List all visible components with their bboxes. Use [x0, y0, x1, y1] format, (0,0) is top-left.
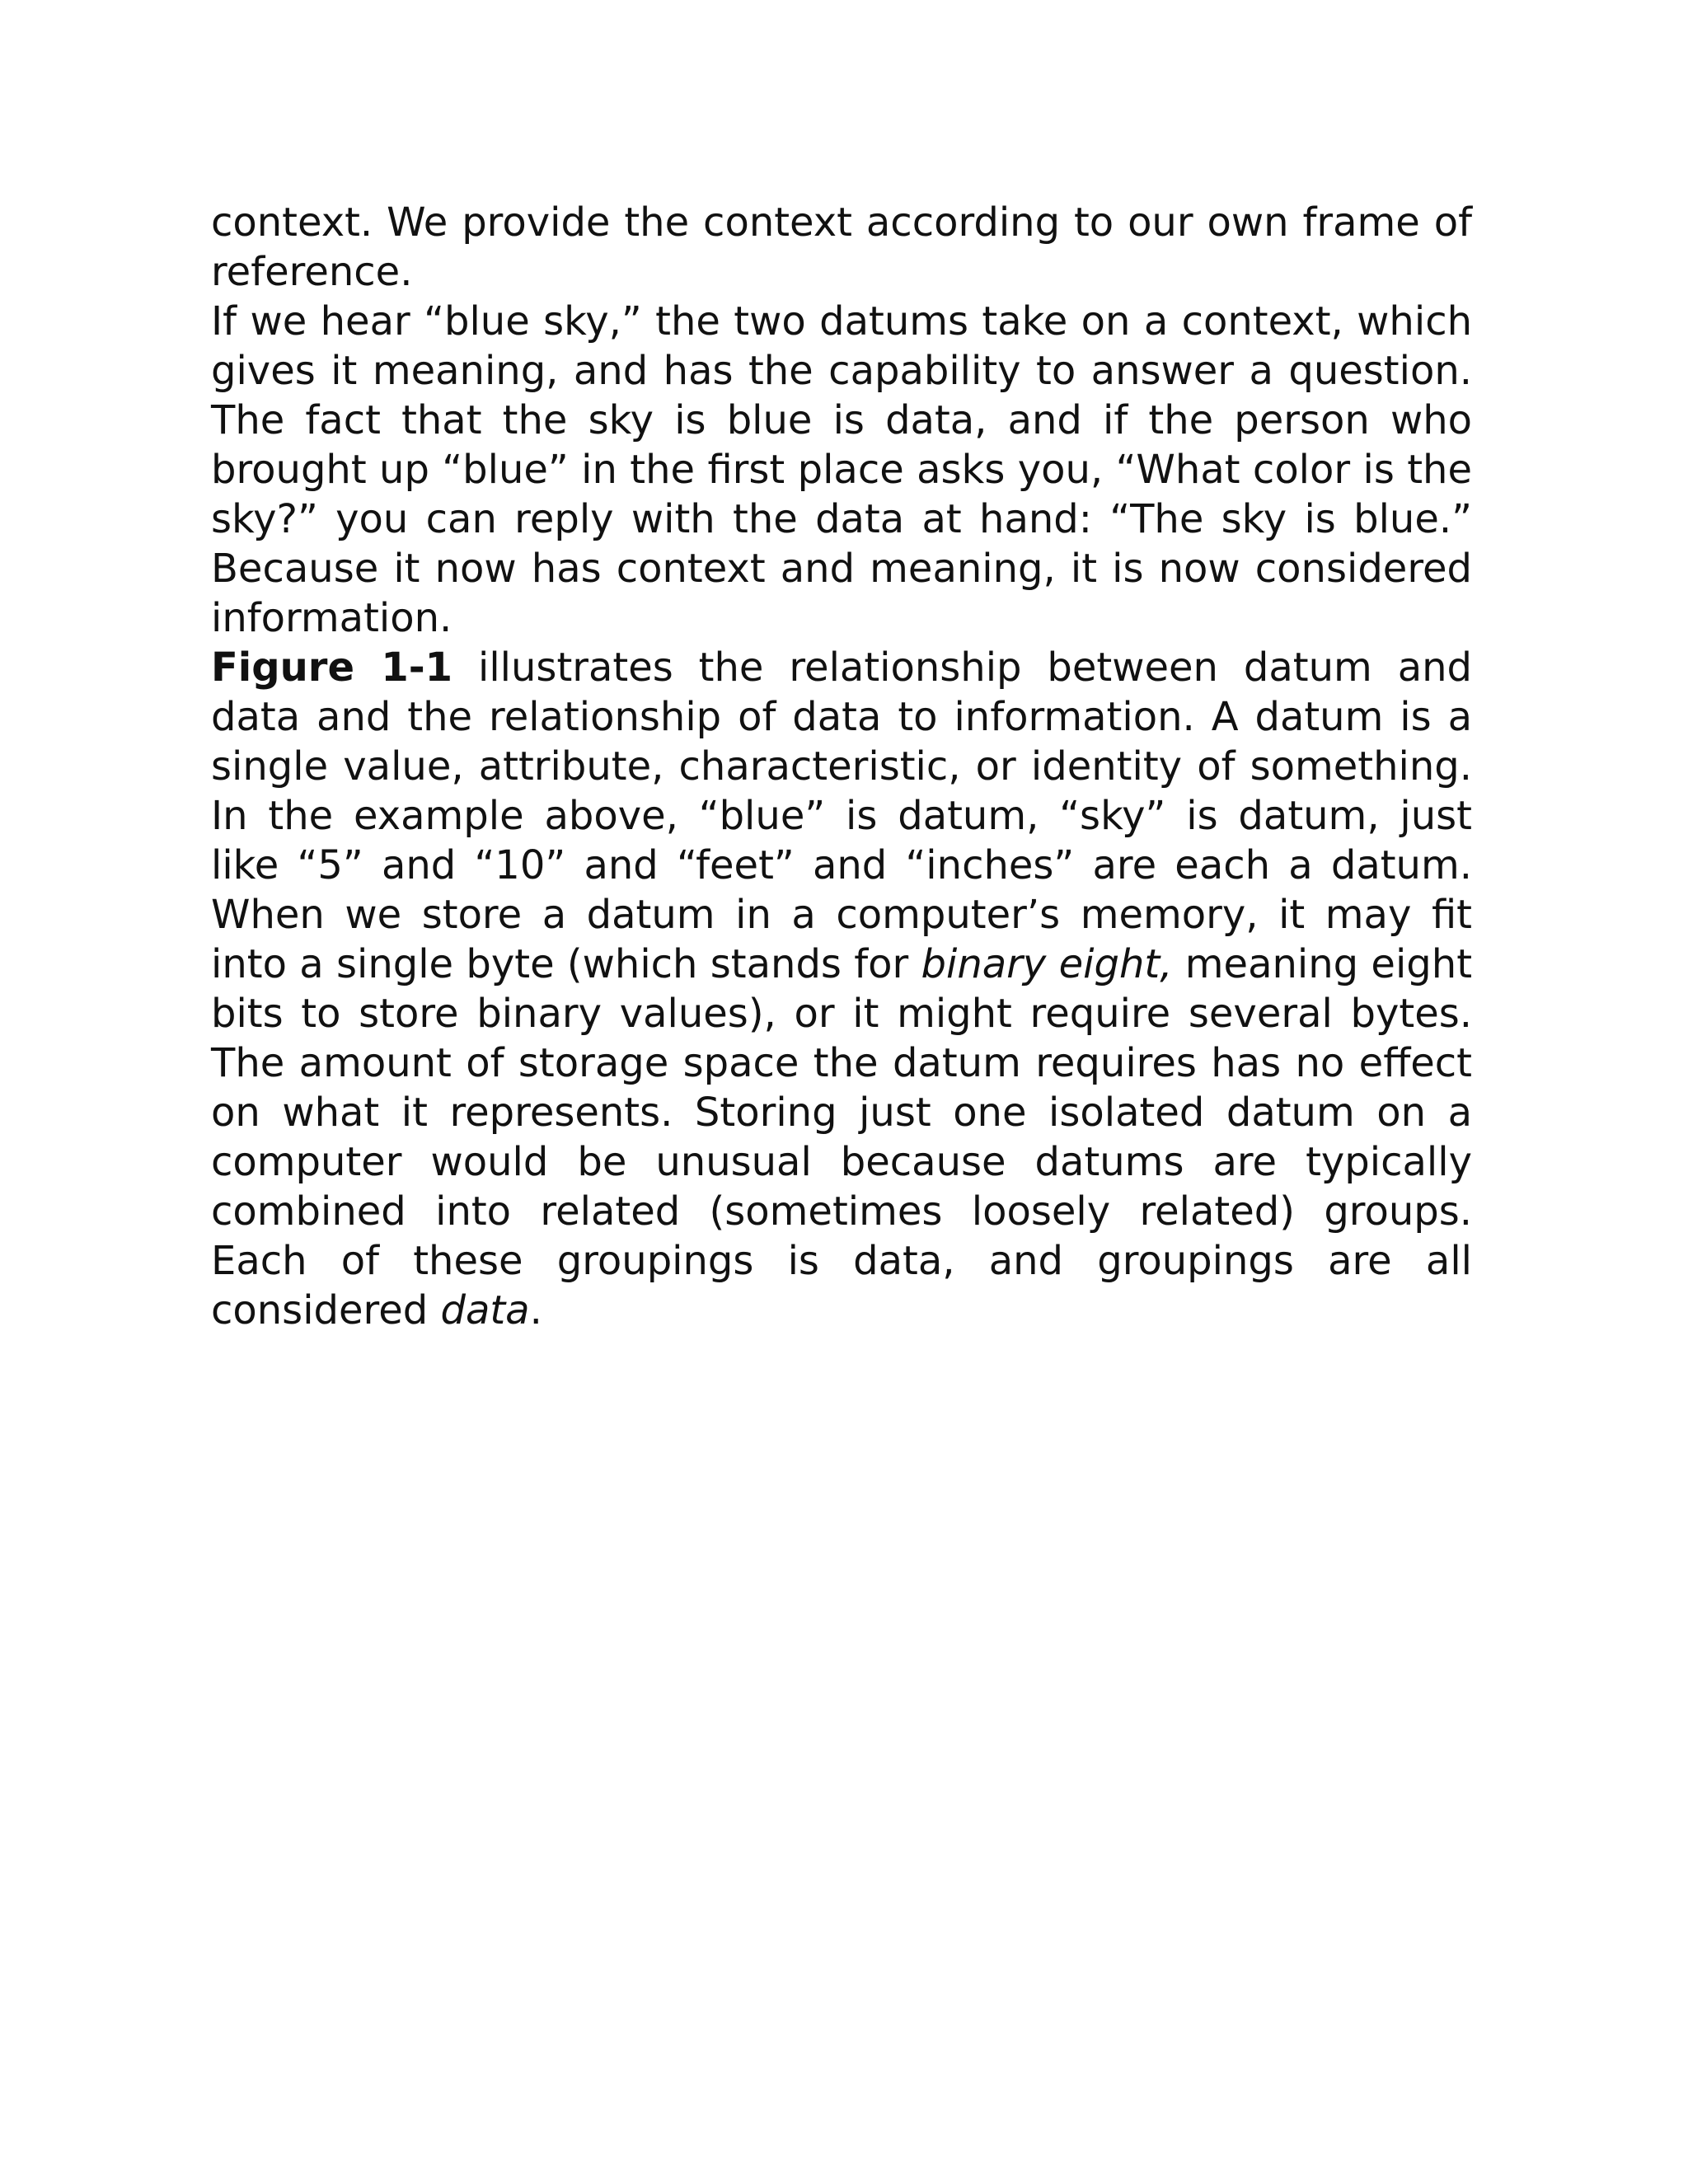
paragraph-text-end: . [529, 1287, 542, 1333]
emphasis-data: data [440, 1287, 530, 1333]
paragraph-figure-reference [211, 643, 1472, 1335]
body-text [211, 198, 1472, 1335]
paragraph-text-segment: illustrates the relationship between datum and data and the relationship of data to information. A datum is a single value, attribute, characteristic, or identity of something. In the example above, “blue” is datum, “sky” is datum, just like “5” and “10” and “feet” and “inches” are each a datum. When we store a datum in a computer’s memory, it may fit into a single byte (which stands for [211, 644, 1472, 987]
emphasis-binary-eight: binary eight, [921, 941, 1173, 987]
figure-reference: Figure 1-1 [211, 644, 453, 691]
paragraph-blue-sky: If we hear “blue sky,” the two datums take on a context, which gives it meaning, and has the capability to answer a question. The fact that the sky is blue is data, and if the person who brought up “blue” in the first place asks you, “What color is the sky?” you can reply with the data at hand: “The sky is blue.” Because it now has context and meaning, it is now considered information. [211, 298, 1472, 641]
paragraph-text-segment: meaning eight bits to store binary values), or it might require several bytes. The amount of storage space the datum requires has no effect on what it represents. Storing just one isolated datum on a computer would be unusual because datums are typically combined into related (sometimes loosely related) groups. Each of these groupings is data, and groupings are all considered [211, 941, 1473, 1333]
paragraph-context: context. We provide the context according to our own frame of reference. [211, 199, 1472, 295]
